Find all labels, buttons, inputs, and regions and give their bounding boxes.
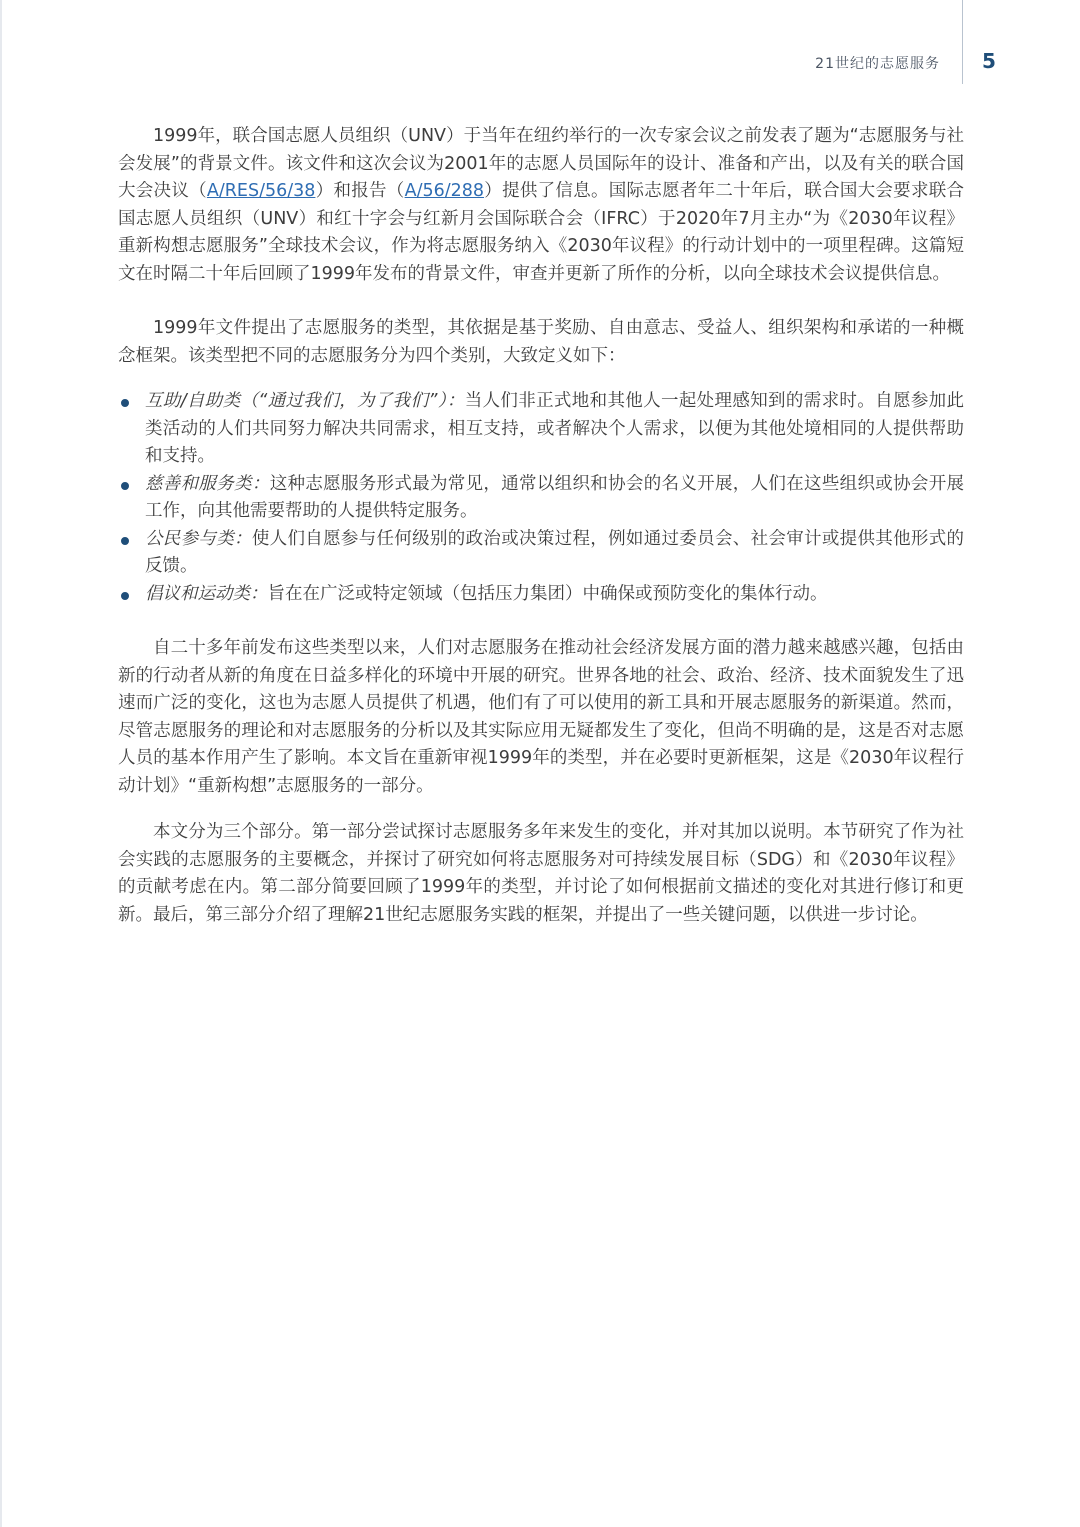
header-divider [962, 0, 963, 84]
list-item: 公民参与类：使人们自愿参与任何级别的政治或决策过程，例如通过委员会、社会审计或提供其他形式的反馈。 [118, 526, 964, 581]
list-item: 互助/自助类（“通过我们，为了我们”）：当人们非正式地和其他人一起处理感知到的需求时。自愿参加此类活动的人们共同努力解决共同需求，相互支持，或者解决个人需求，以便为其他处境相同的人提供帮助和支持。 [118, 388, 964, 471]
bullet-icon [121, 399, 129, 407]
link-a-res-56-38[interactable]: A/RES/56/38 [206, 181, 316, 201]
page-edge [0, 0, 2, 1527]
paragraph-changes: 自二十多年前发布这些类型以来，人们对志愿服务在推动社会经济发展方面的潜力越来越感兴趣，包括由新的行动者从新的角度在日益多样化的环境中开展的研究。世界各地的社会、政治、经济、技术面貌发生了迅速而广泛的变化，这也为志愿人员提供了机遇，他们有了可以使用的新工具和开展志愿服务的新渠道。然而，尽管志愿服务的理论和对志愿服务的分析以及其实际应用无疑都发生了变化，但尚不明确的是，这是否对志愿人员的基本作用产生了影响。本文旨在重新审视1999年的类型，并在必要时更新框架，这是《2030年议程行动计划》“重新构想”志愿服务的一部分。 [118, 638, 964, 796]
paragraph-typology: 1999年文件提出了志愿服务的类型，其依据是基于奖励、自由意志、受益人、组织架构和承诺的一种概念框架。该类型把不同的志愿服务分为四个类别，大致定义如下： [118, 318, 964, 366]
paragraph-intro: 1999年，联合国志愿人员组织（UNV）于当年在纽约举行的一次专家会议之前发表了题为“志愿服务与社会发展”的背景文件。该文件和这次会议为2001年的志愿人员国际年的设计、准备和产出，以及有关的联合国大会决议（A/RES/56/38）和报告（A/56/288）提供了信息。国际志愿者年二十年后，联合国大会要求联合国志愿人员组织（UNV）和红十字会与红新月会国际联合会（IFRC）于2020年7月主办“为《2030年议程》重新构想志愿服务”全球技术会议，作为将志愿服务纳入《2030年议程》的行动计划中的一项里程碑。这篇短文在时隔二十年后回顾了1999年发布的背景文件，审查并更新了所作的分析，以向全球技术会议提供信息。 [118, 126, 965, 284]
page-number: 5 [982, 49, 996, 73]
list-item: 倡议和运动类：旨在在广泛或特定领域（包括压力集团）中确保或预防变化的集体行动。 [118, 581, 964, 609]
paragraph-structure: 本文分为三个部分。第一部分尝试探讨志愿服务多年来发生的变化，并对其加以说明。本节研究了作为社会实践的志愿服务的主要概念，并探讨了研究如何将志愿服务对可持续发展目标（SDG）和《2030年议程》的贡献考虑在内。第二部分简要回顾了1999年的类型，并讨论了如何根据前文描述的变化对其进行修订和更新。最后，第三部分介绍了理解21世纪志愿服务实践的框架，并提出了一些关键问题，以供进一步讨论。 [118, 822, 964, 925]
running-title: 21世纪的志愿服务 [815, 56, 940, 72]
list-item: 慈善和服务类：这种志愿服务形式最为常见，通常以组织和协会的名义开展，人们在这些组织或协会开展工作，向其他需要帮助的人提供特定服务。 [118, 471, 964, 526]
category-list [118, 388, 964, 608]
link-a-56-288[interactable]: A/56/288 [404, 181, 485, 201]
body-text [118, 123, 964, 929]
bullet-icon [121, 592, 129, 600]
bullet-icon [121, 482, 129, 490]
bullet-icon [121, 537, 129, 545]
